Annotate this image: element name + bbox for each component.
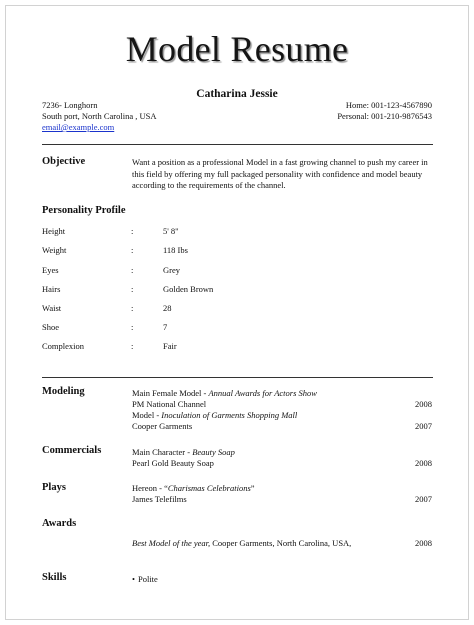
modeling-heading: Modeling — [42, 386, 85, 397]
skills-item: • Polite — [132, 574, 158, 584]
profile-colon: : — [131, 245, 134, 255]
profile-value: Golden Brown — [163, 284, 214, 294]
bullet-icon: • — [132, 574, 135, 584]
profile-label: Hairs — [42, 284, 61, 294]
profile-label: Height — [42, 226, 66, 236]
modeling-entry: PM National Channel — [132, 399, 207, 409]
modeling-entry: Cooper Garments — [132, 421, 193, 431]
section-divider — [42, 377, 433, 378]
page-title: Model Resume — [125, 29, 349, 69]
objective-heading: Objective — [42, 156, 86, 167]
address-block — [42, 100, 157, 133]
candidate-name: Catharina Jessie — [196, 88, 278, 100]
header-divider — [42, 144, 433, 145]
modeling-entry: Main Female Model - Annual Awards for Actors Show — [132, 388, 317, 398]
awards-heading: Awards — [42, 518, 77, 529]
home-phone: Home: 001-123-4567890 — [345, 100, 432, 110]
email-link[interactable]: email@example.com — [42, 122, 115, 132]
profile-heading: Personality Profile — [42, 205, 126, 216]
objective-text: Want a position as a professional Model in a fast growing channel to push my career in this field by offering my full packaged personality with confidence and model beauty according to the requirements of the channel. — [132, 157, 428, 190]
modeling-entry: Model - Inoculation of Garments Shopping Mall — [132, 410, 298, 420]
skills-heading: Skills — [42, 572, 67, 583]
profile-value: 28 — [163, 303, 172, 313]
commercials-entry: Pearl Gold Beauty Soap — [132, 458, 214, 468]
profile-label: Shoe — [42, 322, 59, 332]
address-line-2: South port, North Carolina , USA — [42, 111, 157, 121]
profile-value: Grey — [163, 265, 180, 275]
profile-value: 5' 8" — [163, 226, 179, 236]
profile-colon: : — [131, 341, 134, 351]
awards-entry: Best Model of the year, Cooper Garments, North Carolina, USA, — [132, 538, 352, 548]
profile-value: 7 — [163, 322, 168, 332]
profile-label: Complexion — [42, 341, 85, 351]
commercials-entry: Main Character - Beauty Soap — [132, 447, 235, 457]
commercials-heading: Commercials — [42, 445, 102, 456]
profile-colon: : — [131, 284, 134, 294]
personal-phone: Personal: 001-210-9876543 — [337, 111, 432, 121]
modeling-year: 2007 — [415, 421, 432, 431]
profile-colon: : — [131, 226, 134, 236]
plays-year: 2007 — [415, 494, 432, 504]
profile-value: Fair — [163, 341, 177, 351]
plays-heading: Plays — [42, 482, 66, 493]
phone-block — [337, 100, 432, 122]
profile-label: Waist — [42, 303, 62, 313]
profile-colon: : — [131, 322, 134, 332]
plays-entry: James Telefilms — [132, 494, 187, 504]
awards-year: 2008 — [415, 538, 432, 548]
commercials-year: 2008 — [415, 458, 432, 468]
address-line-1: 7236- Longhorn — [42, 100, 98, 110]
modeling-year: 2008 — [415, 399, 432, 409]
profile-colon: : — [131, 265, 134, 275]
profile-label: Weight — [42, 245, 67, 255]
profile-label: Eyes — [42, 265, 59, 275]
plays-entry: Hereon - “Charismas Celebrations” — [132, 483, 255, 493]
profile-value: 118 Ibs — [163, 245, 188, 255]
profile-colon: : — [131, 303, 134, 313]
